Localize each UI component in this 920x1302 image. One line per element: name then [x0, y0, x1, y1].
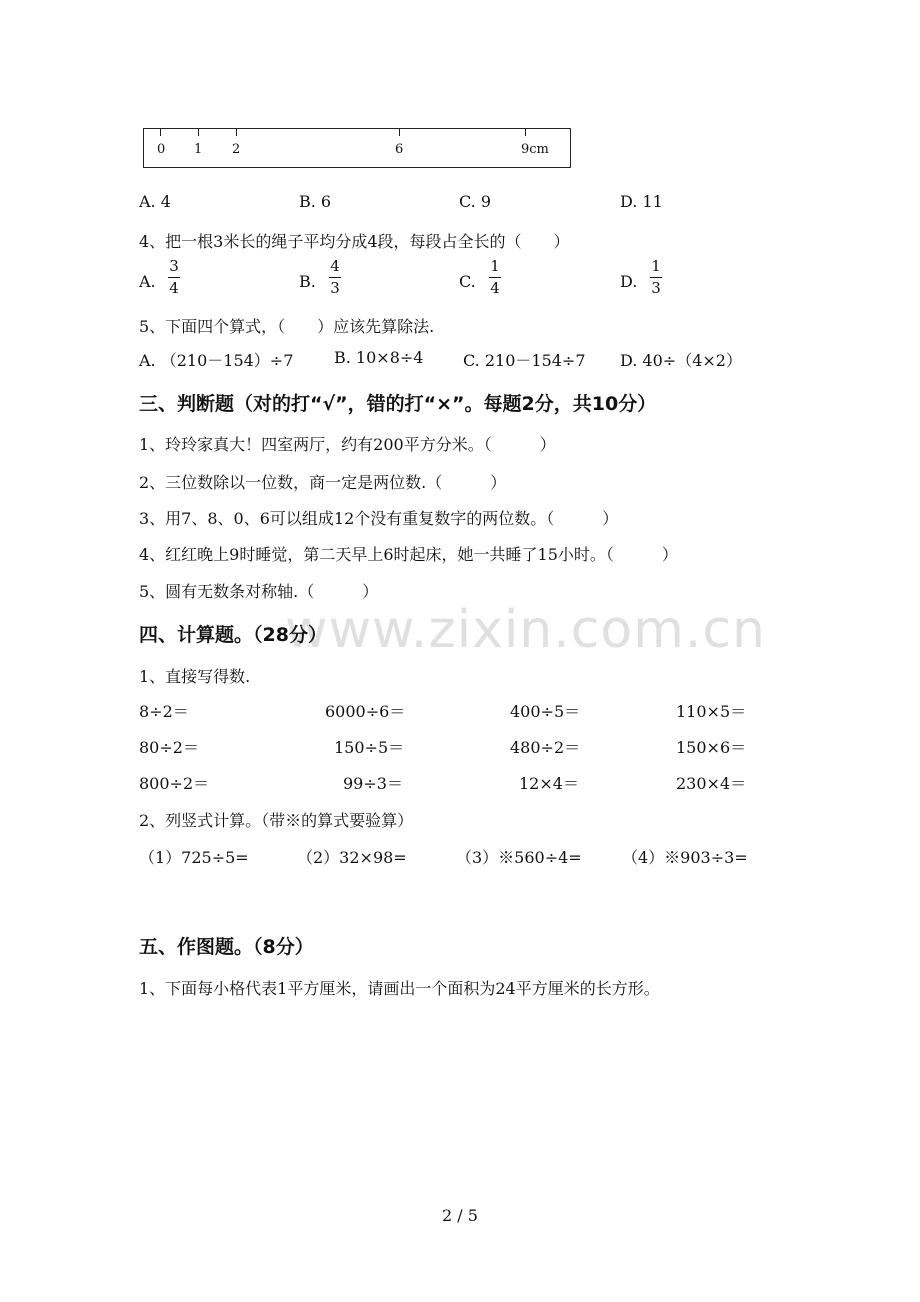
vertical-calc: （3）※560÷4= [456, 848, 582, 867]
q3-option-d: D. 11 [620, 192, 663, 211]
calc-item: 230×4＝ [676, 774, 747, 793]
calc-item: 150÷5＝ [334, 738, 405, 757]
q4-option-a-fraction [168, 258, 180, 297]
vertical-calc: （4）※903÷3= [622, 848, 748, 867]
numerator: 4 [330, 257, 340, 275]
q4-option-b-letter: B. [299, 272, 316, 291]
drawing-item: 1、下面每小格代表1平方厘米，请画出一个面积为24平方厘米的长方形。 [139, 979, 660, 998]
judge-item: 1、玲玲家真大！四室两厅，约有200平方分米。（ ） [139, 435, 556, 454]
q3-option-c: C. 9 [459, 192, 492, 211]
judge-item: 3、用7、8、0、6可以组成12个没有重复数字的两位数。（ ） [139, 509, 619, 528]
q4-option-d-letter: D. [620, 272, 638, 291]
calc-item: 99÷3＝ [343, 774, 403, 793]
q4-option-b-fraction [329, 258, 341, 297]
denominator: 3 [651, 279, 661, 297]
ruler-label: 6 [395, 142, 404, 157]
numerator: 3 [169, 257, 179, 275]
judge-item: 5、圆有无数条对称轴.（ ） [139, 582, 379, 601]
section4-sub1: 1、直接写得数. [139, 667, 251, 686]
section4-sub2: 2、列竖式计算。（带※的算式要验算） [139, 811, 414, 830]
numerator: 1 [651, 257, 661, 275]
q5-option-d: D. 40÷（4×2） [620, 351, 742, 370]
q5-option-c: C. 210－154÷7 [463, 351, 586, 370]
vertical-calc: （2）32×98= [297, 848, 407, 867]
ruler-tick [160, 129, 161, 136]
judge-item: 2、三位数除以一位数，商一定是两位数.（ ） [139, 473, 507, 492]
ruler-label: 9cm [521, 142, 549, 157]
calc-item: 400÷5＝ [510, 702, 581, 721]
section3-title: 三、判断题（对的打“√”，错的打“×”。每题2分，共10分） [139, 393, 657, 415]
denominator: 4 [169, 279, 179, 297]
ruler-label: 1 [194, 142, 203, 157]
ruler-label: 2 [232, 142, 241, 157]
calc-item: 110×5＝ [676, 702, 747, 721]
ruler-label: 0 [157, 142, 166, 157]
calc-item: 80÷2＝ [139, 738, 199, 757]
judge-item: 4、红红晚上9时睡觉，第二天早上6时起床，她一共睡了15小时。（ ） [139, 545, 678, 564]
q4-option-d-fraction [650, 258, 662, 297]
numerator: 1 [490, 257, 500, 275]
ruler-tick [198, 129, 199, 136]
calc-item: 800÷2＝ [139, 774, 210, 793]
calc-item: 12×4＝ [519, 774, 579, 793]
ruler-tick [525, 129, 526, 136]
page-number: 2 / 5 [442, 1206, 478, 1225]
q3-option-b: B. 6 [299, 192, 332, 211]
q5-question: 5、下面四个算式，（ ）应该先算除法. [139, 317, 435, 336]
q4-option-c-letter: C. [459, 272, 476, 291]
q5-option-b: B. 10×8÷4 [334, 348, 424, 367]
q4-question: 4、把一根3米长的绳子平均分成4段，每段占全长的（ ） [139, 232, 570, 251]
calc-item: 150×6＝ [676, 738, 747, 757]
denominator: 3 [330, 279, 340, 297]
q5-option-a: A. （210－154）÷7 [139, 351, 294, 370]
ruler-tick [399, 129, 400, 136]
calc-item: 6000÷6＝ [325, 702, 406, 721]
vertical-calc: （1）725÷5= [139, 848, 249, 867]
watermark: www.zixin.com.cn [285, 600, 766, 660]
section5-title: 五、作图题。（8分） [139, 936, 314, 958]
q4-option-c-fraction [489, 258, 501, 297]
calc-item: 480÷2＝ [510, 738, 581, 757]
q4-option-a-letter: A. [139, 272, 156, 291]
ruler [143, 128, 571, 168]
ruler-tick [236, 129, 237, 136]
calc-item: 8÷2＝ [139, 702, 189, 721]
denominator: 4 [490, 279, 500, 297]
q3-option-a: A. 4 [139, 192, 171, 211]
section4-title: 四、计算题。（28分） [139, 624, 327, 646]
